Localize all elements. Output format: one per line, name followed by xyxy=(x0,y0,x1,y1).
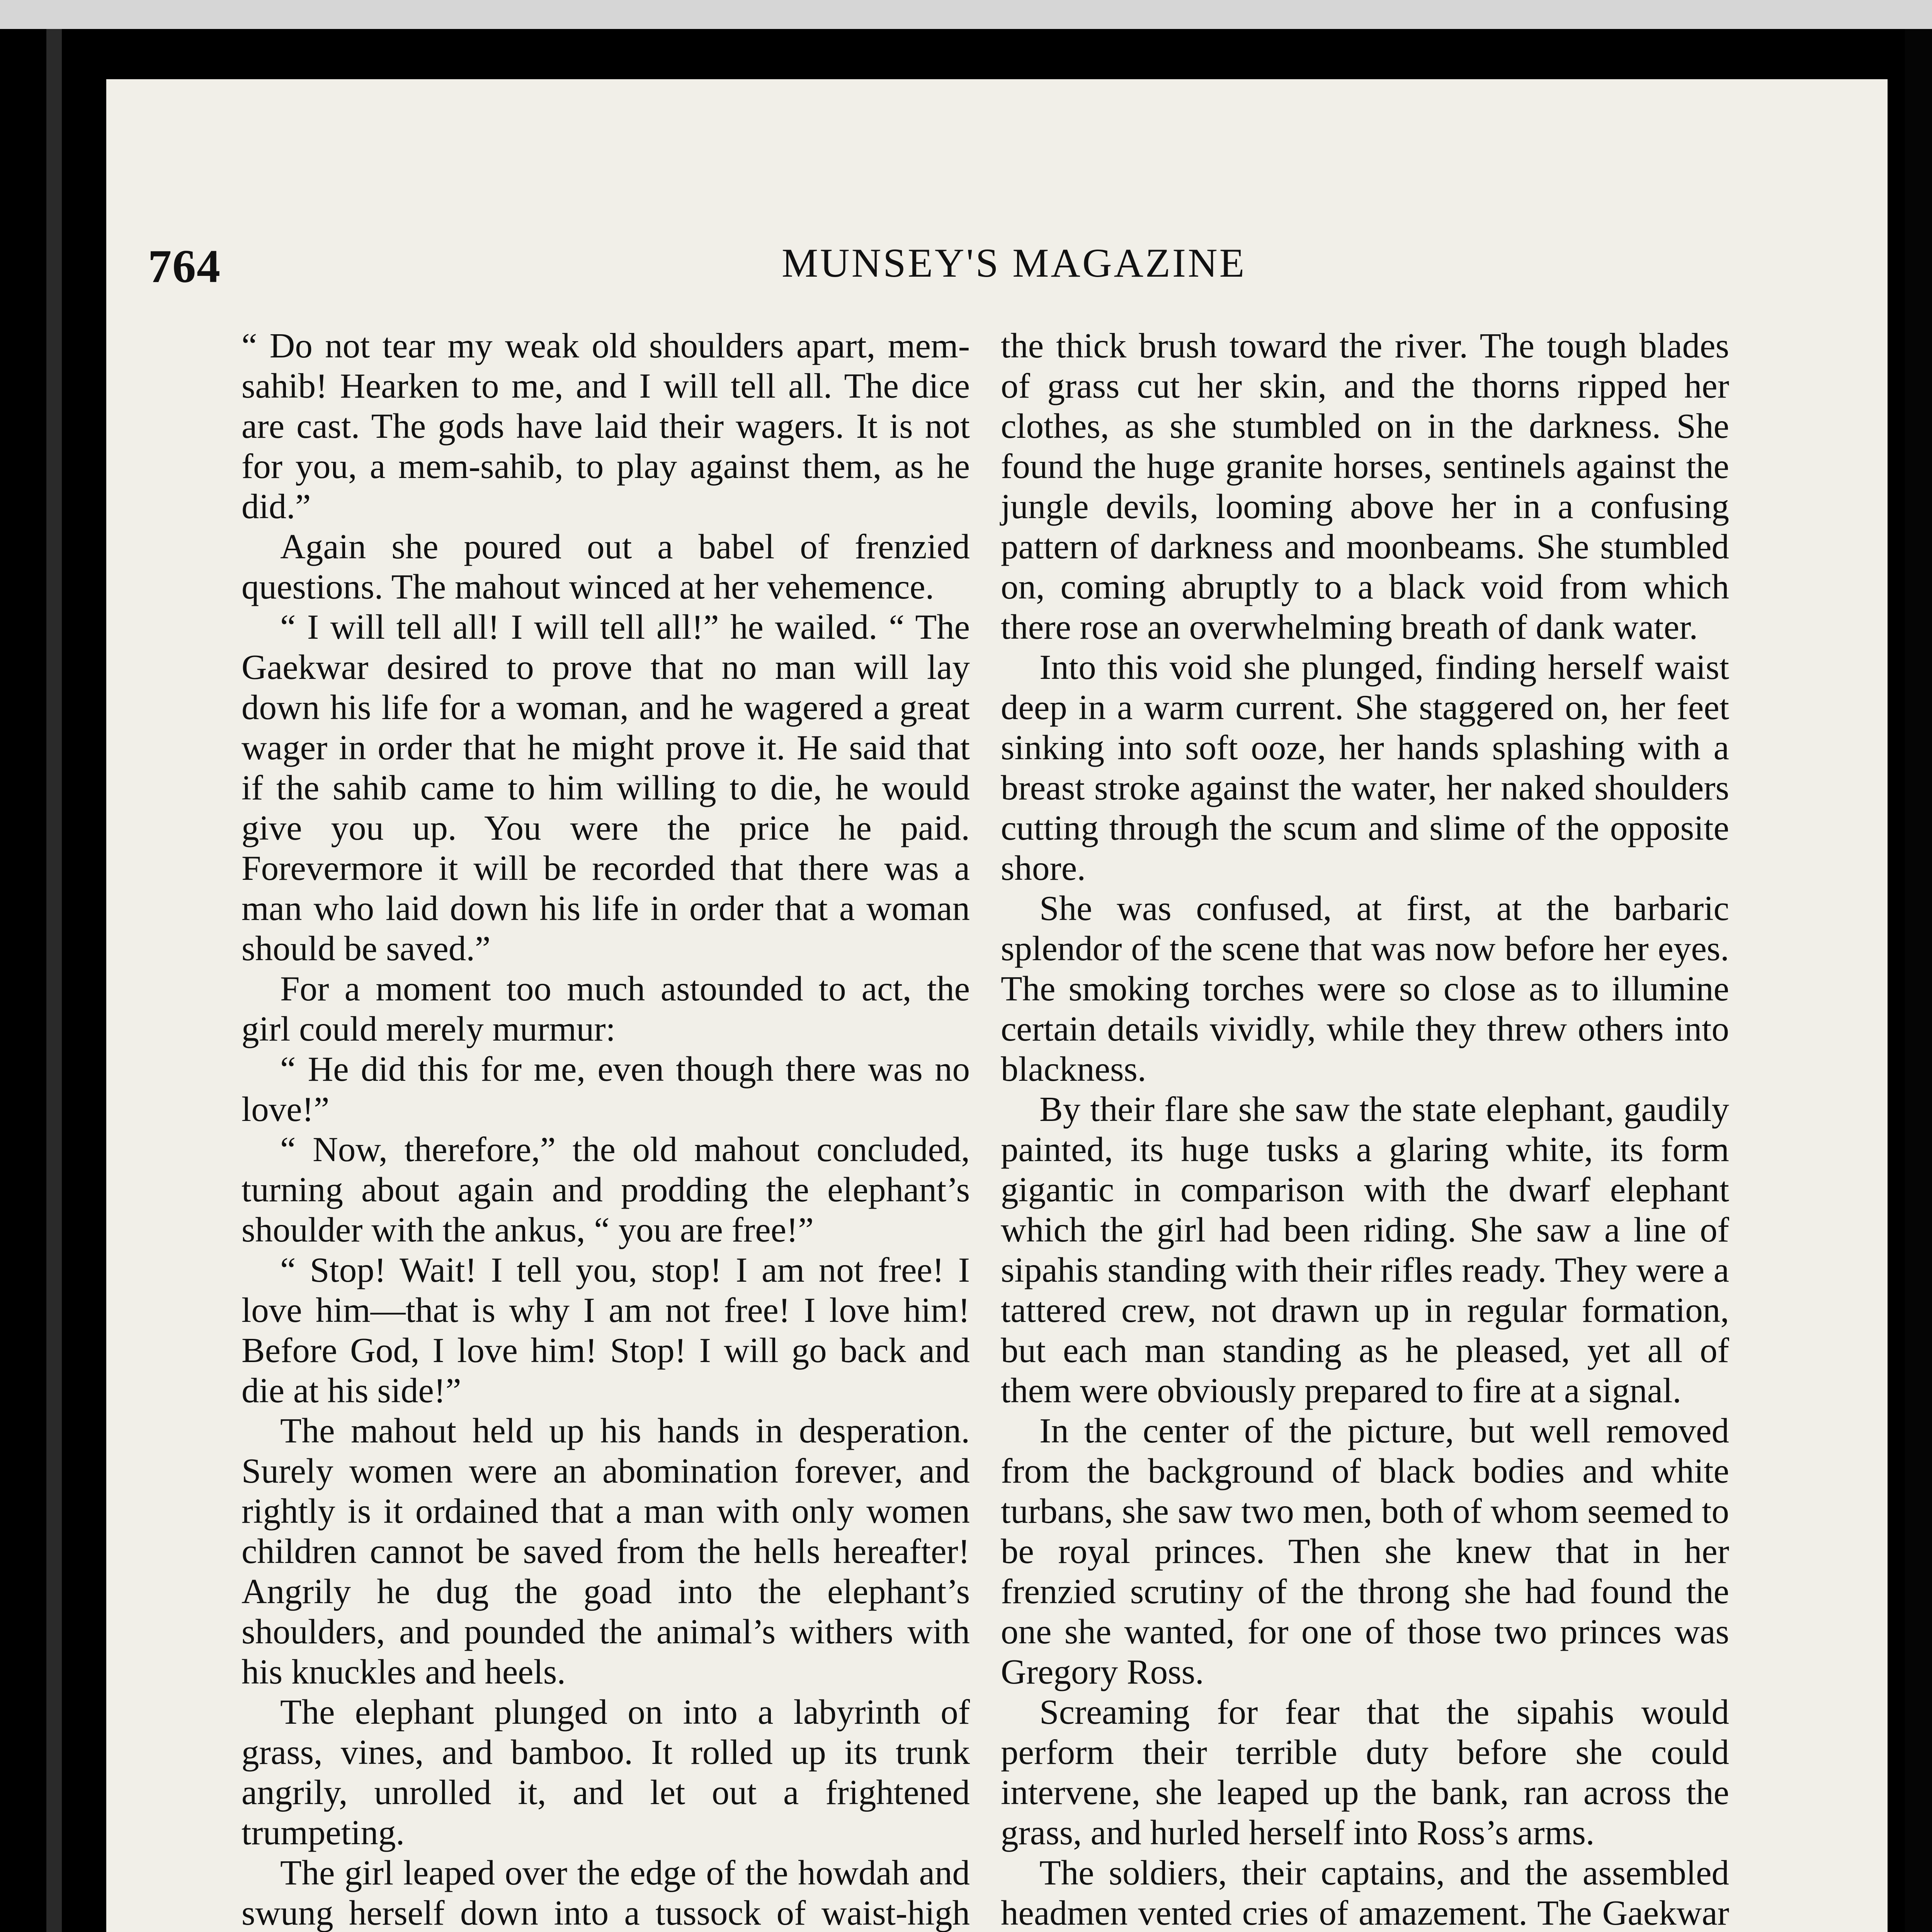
paragraph: For a moment too much astounded to act, the girl could merely murmur: xyxy=(242,969,970,1048)
scan-right-edge xyxy=(1905,29,1932,1932)
right-column xyxy=(1001,326,1729,1932)
paragraph: the thick brush toward the river. The tough blades of grass cut her skin, and the thorns ripped her clothes, as she stumbled on in the darkness. She found the huge granite horses, sentinels against the jungle devils, looming above her in a confusing pattern of darkness and moonbeams. She stumbled on, coming abruptly to a black void from which there rose an overwhelming breath of dank water. xyxy=(1001,326,1729,646)
paragraph: In the center of the picture, but well removed from the background of black bodies and white turbans, she saw two men, both of whom seemed to be royal princes. Then she knew that in her frenzied scrutiny of the throng she had found the one she wanted, for one of those two princes was Gregory Ross. xyxy=(1001,1411,1729,1691)
running-head: MUNSEY'S MAGAZINE xyxy=(782,240,1247,286)
paragraph: Screaming for fear that the sipahis would perform their terrible duty before she could intervene, she leaped up the bank, ran across the grass, and hurled herself into Ross’s arms. xyxy=(1001,1692,1729,1852)
scan-left-edge xyxy=(46,29,62,1932)
paragraph: “ Do not tear my weak old shoulders apart, mem-sahib! Hearken to me, and I will tell all. The dice are cast. The gods have laid their wagers. It is not for you, a mem-sahib, to play against them, as he did.” xyxy=(242,326,970,526)
left-column xyxy=(242,326,970,1932)
paragraph: By their flare she saw the state elephant, gaudily painted, its huge tusks a glaring white, its form gigantic in comparison with the dwarf elephant which the girl had been riding. She saw a line of sipahis standing with their rifles ready. They were a tattered crew, not drawn up in regular formation, but each man standing as he pleased, yet all of them were obviously prepared to fire at a signal. xyxy=(1001,1090,1729,1410)
page-number: 764 xyxy=(148,240,221,293)
paragraph: The soldiers, their captains, and the assembled headmen vented cries of amazement. The Gaekwar xyxy=(1001,1853,1729,1932)
paragraph: “ Now, therefore,” the old mahout concluded, turning about again and prodding the elephant’s shoulder with the ankus, “ you are free!” xyxy=(242,1130,970,1249)
paragraph: She was confused, at first, at the barbaric splendor of the scene that was now before her eyes. The smoking torches were so close as to illumine certain details vividly, while they threw others into blackness. xyxy=(1001,889,1729,1088)
paragraph: Into this void she plunged, finding herself waist deep in a warm current. She staggered on, her feet sinking into soft ooze, her hands splashing with a breast stroke against the water, her naked shoulders cutting through the scum and slime of the opposite shore. xyxy=(1001,648,1729,888)
paragraph: Again she poured out a babel of frenzied questions. The mahout winced at her vehemence. xyxy=(242,527,970,606)
scan-top-band xyxy=(0,0,1932,29)
paragraph: The elephant plunged on into a labyrinth of grass, vines, and bamboo. It rolled up its trunk angrily, unrolled it, and let out a frightened trumpeting. xyxy=(242,1692,970,1852)
paragraph: “ I will tell all! I will tell all!” he wailed. “ The Gaekwar desired to prove that no man will lay down his life for a woman, and he wagered a great wager in order that he might prove it. He said that if the sahib came to him willing to die, he would give you up. You were the price he paid. Forevermore it will be recorded that there was a man who laid down his life in order that a woman should be saved.” xyxy=(242,607,970,968)
paragraph: The mahout held up his hands in desperation. Surely women were an abomination forever, and rightly is it ordained that a man with only women children cannot be saved from the hells hereafter! Angrily he dug the goad into the elephant’s shoulders, and pounded the animal’s withers with his knuckles and heels. xyxy=(242,1411,970,1691)
paragraph: The girl leaped over the edge of the howdah and swung herself down into a tussock of waist-high xyxy=(242,1853,970,1932)
page-header xyxy=(148,240,1744,301)
paragraph: “ Stop! Wait! I tell you, stop! I am not free! I love him—that is why I am not free! I love him! Before God, I love him! Stop! I will go back and die at his side!” xyxy=(242,1250,970,1410)
paragraph: “ He did this for me, even though there was no love!” xyxy=(242,1049,970,1129)
